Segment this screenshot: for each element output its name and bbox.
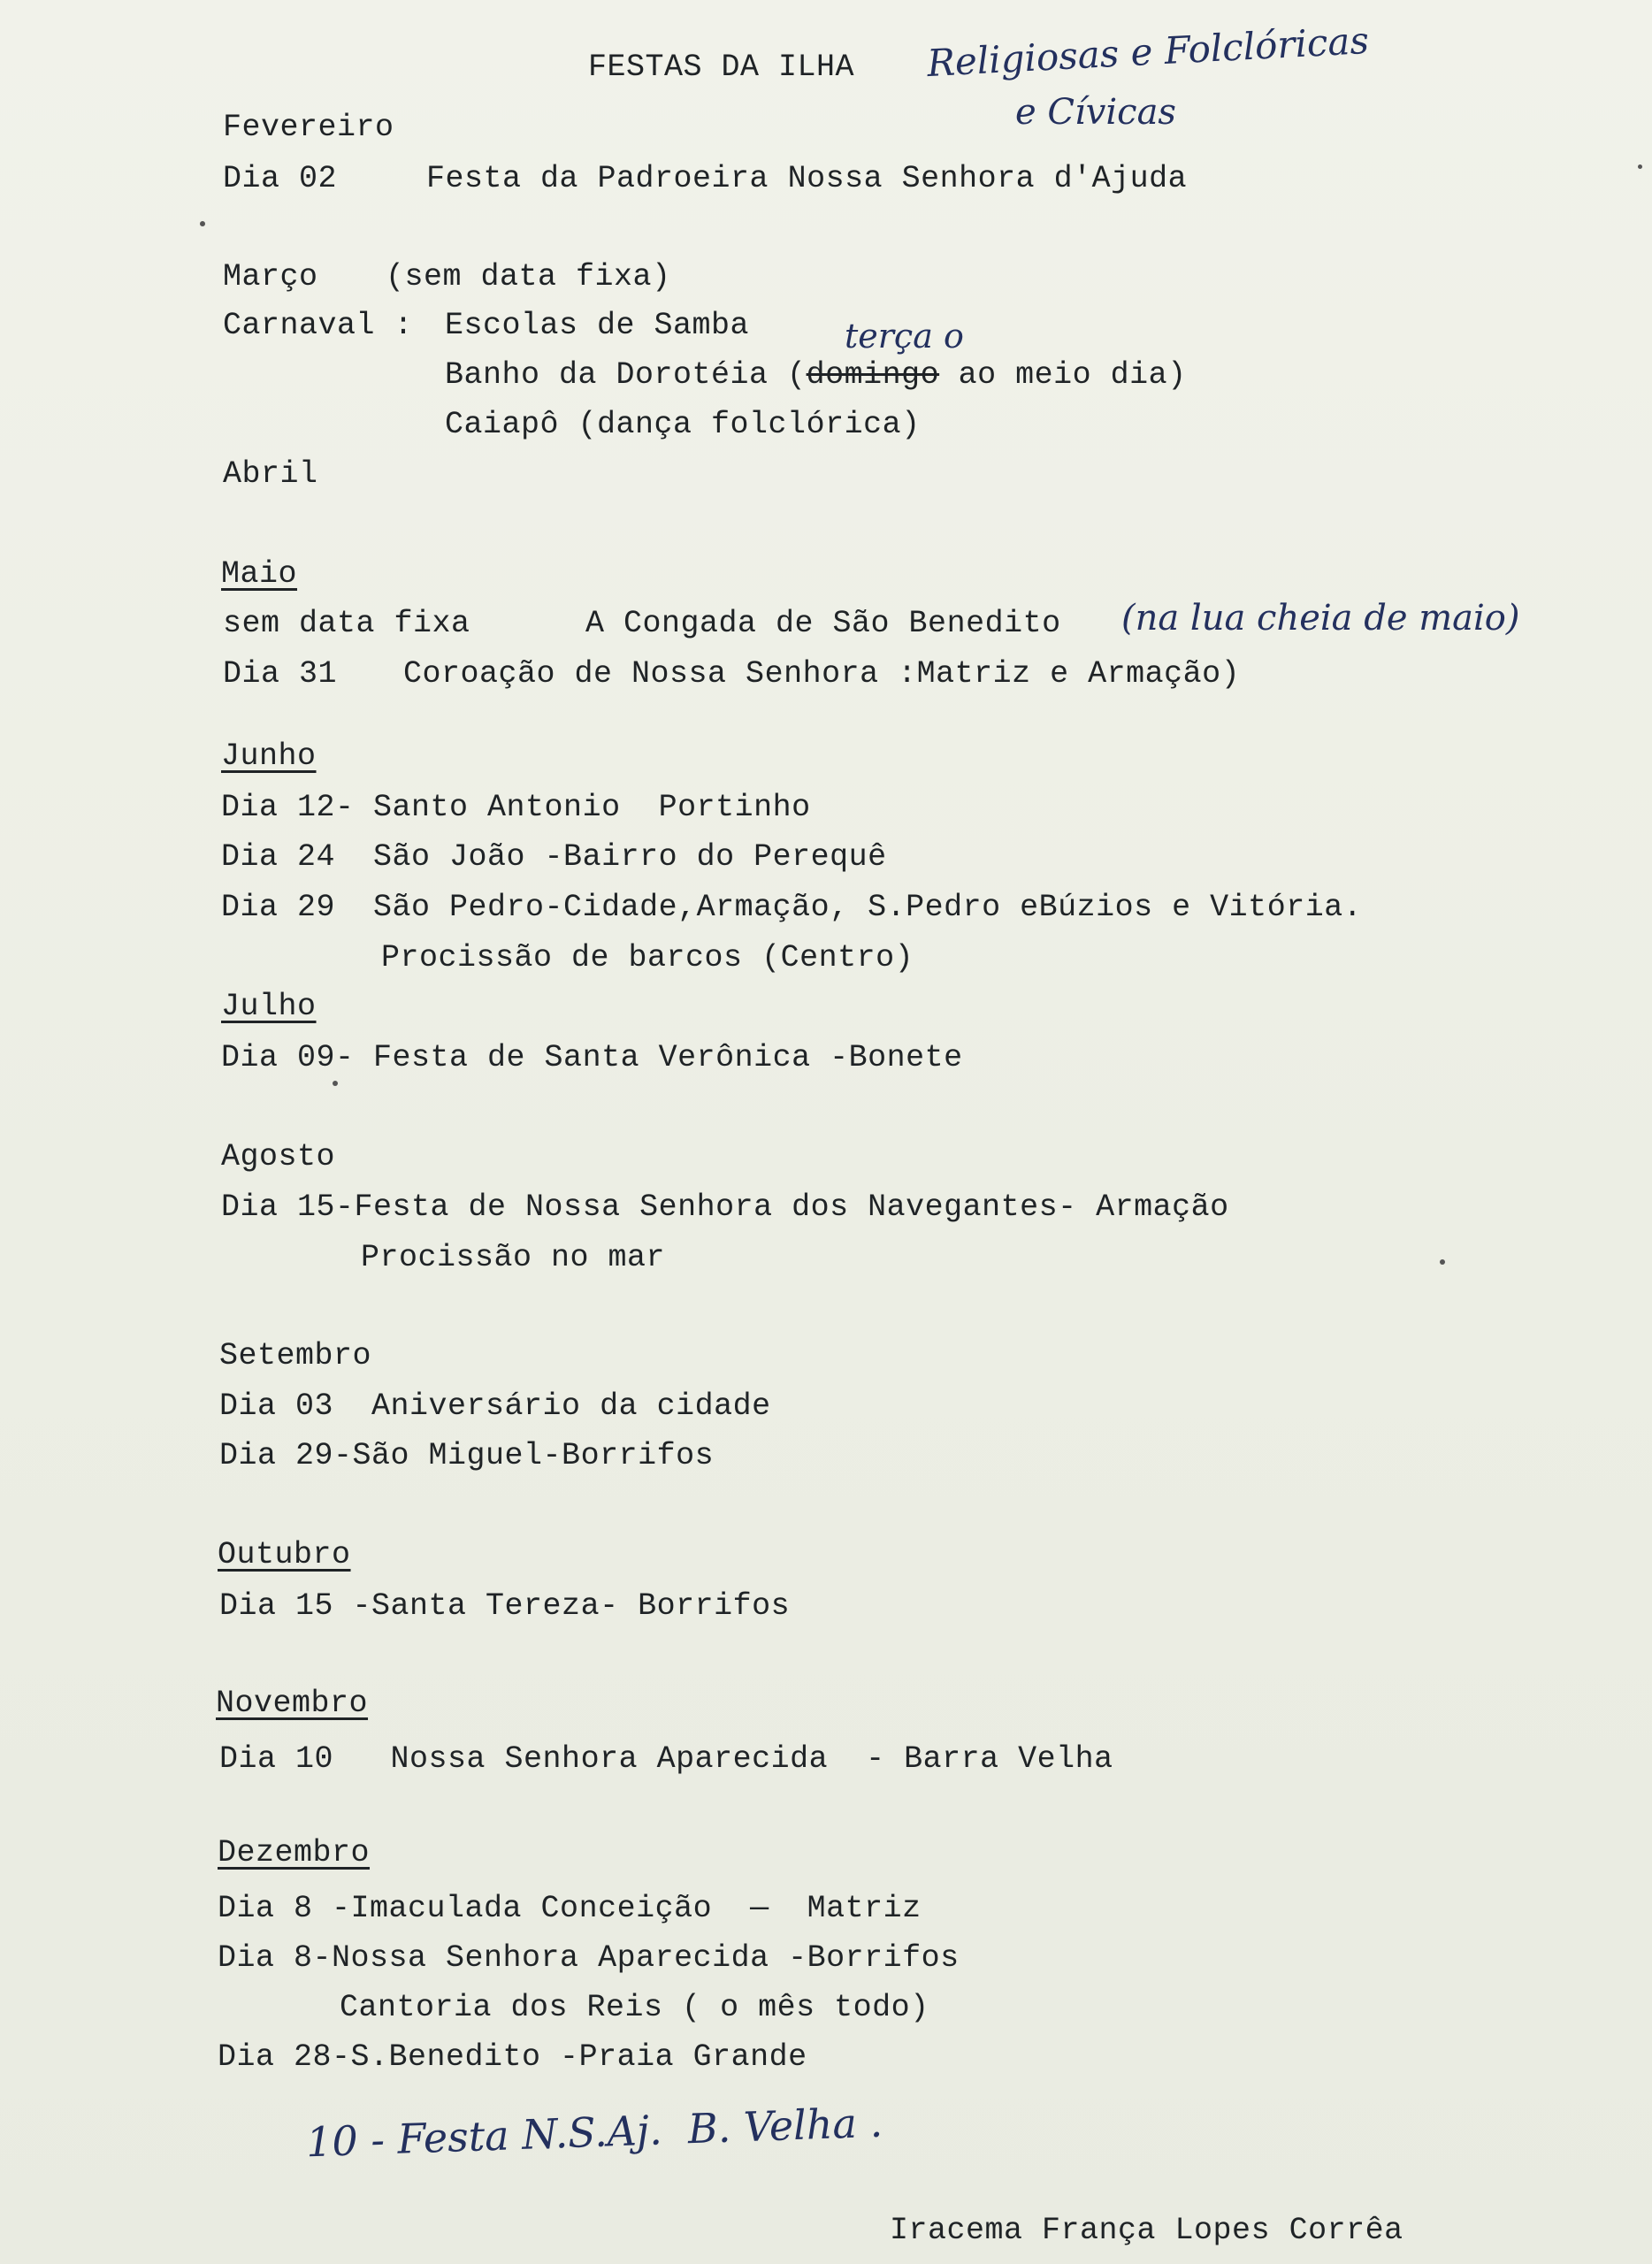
typed-signature: Iracema França Lopes Corrêa xyxy=(890,2213,1403,2248)
fevereiro-event: Festa da Padroeira Nossa Senhora d'Ajuda xyxy=(426,161,1188,196)
agosto-line-1: Dia 15-Festa de Nossa Senhora dos Navegantes- Armação xyxy=(221,1189,1229,1225)
maio-day-2: Dia 31 xyxy=(223,656,338,692)
junho-line-3: Dia 29 São Pedro-Cidade,Armação, S.Pedro eBúzios e Vitória. xyxy=(221,890,1363,925)
julho-line-1: Dia 09- Festa de Santa Verônica -Bonete xyxy=(221,1040,963,1075)
dezembro-line-1: Dia 8 -Imaculada Conceição — Matriz xyxy=(218,1891,922,1926)
agosto-line-2: Procissão no mar xyxy=(361,1240,666,1275)
paper-speck xyxy=(200,221,205,226)
carnaval-item-1: Escolas de Samba xyxy=(445,308,750,343)
month-setembro: Setembro xyxy=(219,1338,372,1373)
handwritten-correction: terça o xyxy=(845,317,964,356)
handwritten-title-note: Religiosas e Folclóricas xyxy=(926,18,1371,86)
month-novembro: Novembro xyxy=(216,1686,369,1721)
dezembro-line-3: Cantoria dos Reis ( o mês todo) xyxy=(340,1990,929,2025)
month-julho: Julho xyxy=(221,989,317,1024)
outubro-line-1: Dia 15 -Santa Tereza- Borrifos xyxy=(219,1588,791,1624)
novembro-line-1: Dia 10 Nossa Senhora Aparecida - Barra Velha xyxy=(219,1741,1113,1777)
paper-speck xyxy=(333,1081,338,1086)
setembro-line-2: Dia 29-São Miguel-Borrifos xyxy=(219,1438,715,1473)
month-agosto: Agosto xyxy=(221,1139,336,1174)
handwritten-maio-note: (na lua cheia de maio) xyxy=(1121,598,1520,639)
month-fevereiro: Fevereiro xyxy=(223,110,394,145)
junho-line-1: Dia 12- Santo Antonio Portinho xyxy=(221,790,811,825)
month-maio: Maio xyxy=(221,556,298,592)
month-marco: Março xyxy=(223,259,318,294)
paper-speck xyxy=(1638,164,1642,169)
paper-speck xyxy=(1440,1259,1445,1265)
month-junho: Junho xyxy=(221,738,317,774)
dezembro-line-2: Dia 8-Nossa Senhora Aparecida -Borrifos xyxy=(218,1940,960,1976)
month-outubro: Outubro xyxy=(218,1537,351,1572)
document-title: FESTAS DA ILHA xyxy=(588,50,855,85)
dezembro-line-4: Dia 28-S.Benedito -Praia Grande xyxy=(218,2039,807,2075)
maio-label: sem data fixa xyxy=(223,606,470,641)
junho-line-2: Dia 24 São João -Bairro do Perequê xyxy=(221,839,887,875)
setembro-line-1: Dia 03 Aniversário da cidade xyxy=(219,1388,771,1424)
struck-word: domingo xyxy=(806,357,940,393)
carnaval-item-2: Banho da Dorotéia (domingo ao meio dia) xyxy=(445,357,1187,393)
month-abril: Abril xyxy=(223,456,318,492)
handwritten-footer-note: 10 - Festa N.S.Aj. B. Velha . xyxy=(305,2098,883,2167)
maio-event-1: A Congada de São Benedito xyxy=(585,606,1061,641)
junho-line-4: Procissão de barcos (Centro) xyxy=(381,940,914,975)
maio-event-2: Coroação de Nossa Senhora :Matriz e Armação) xyxy=(403,656,1241,692)
fevereiro-day: Dia 02 xyxy=(223,161,338,196)
handwritten-title-note-2: e Cívicas xyxy=(1015,92,1176,133)
carnaval-label: Carnaval : xyxy=(223,308,414,343)
carnaval-item-3: Caiapô (dança folclórica) xyxy=(445,407,921,442)
month-dezembro: Dezembro xyxy=(218,1835,371,1870)
marco-note: (sem data fixa) xyxy=(386,259,671,294)
